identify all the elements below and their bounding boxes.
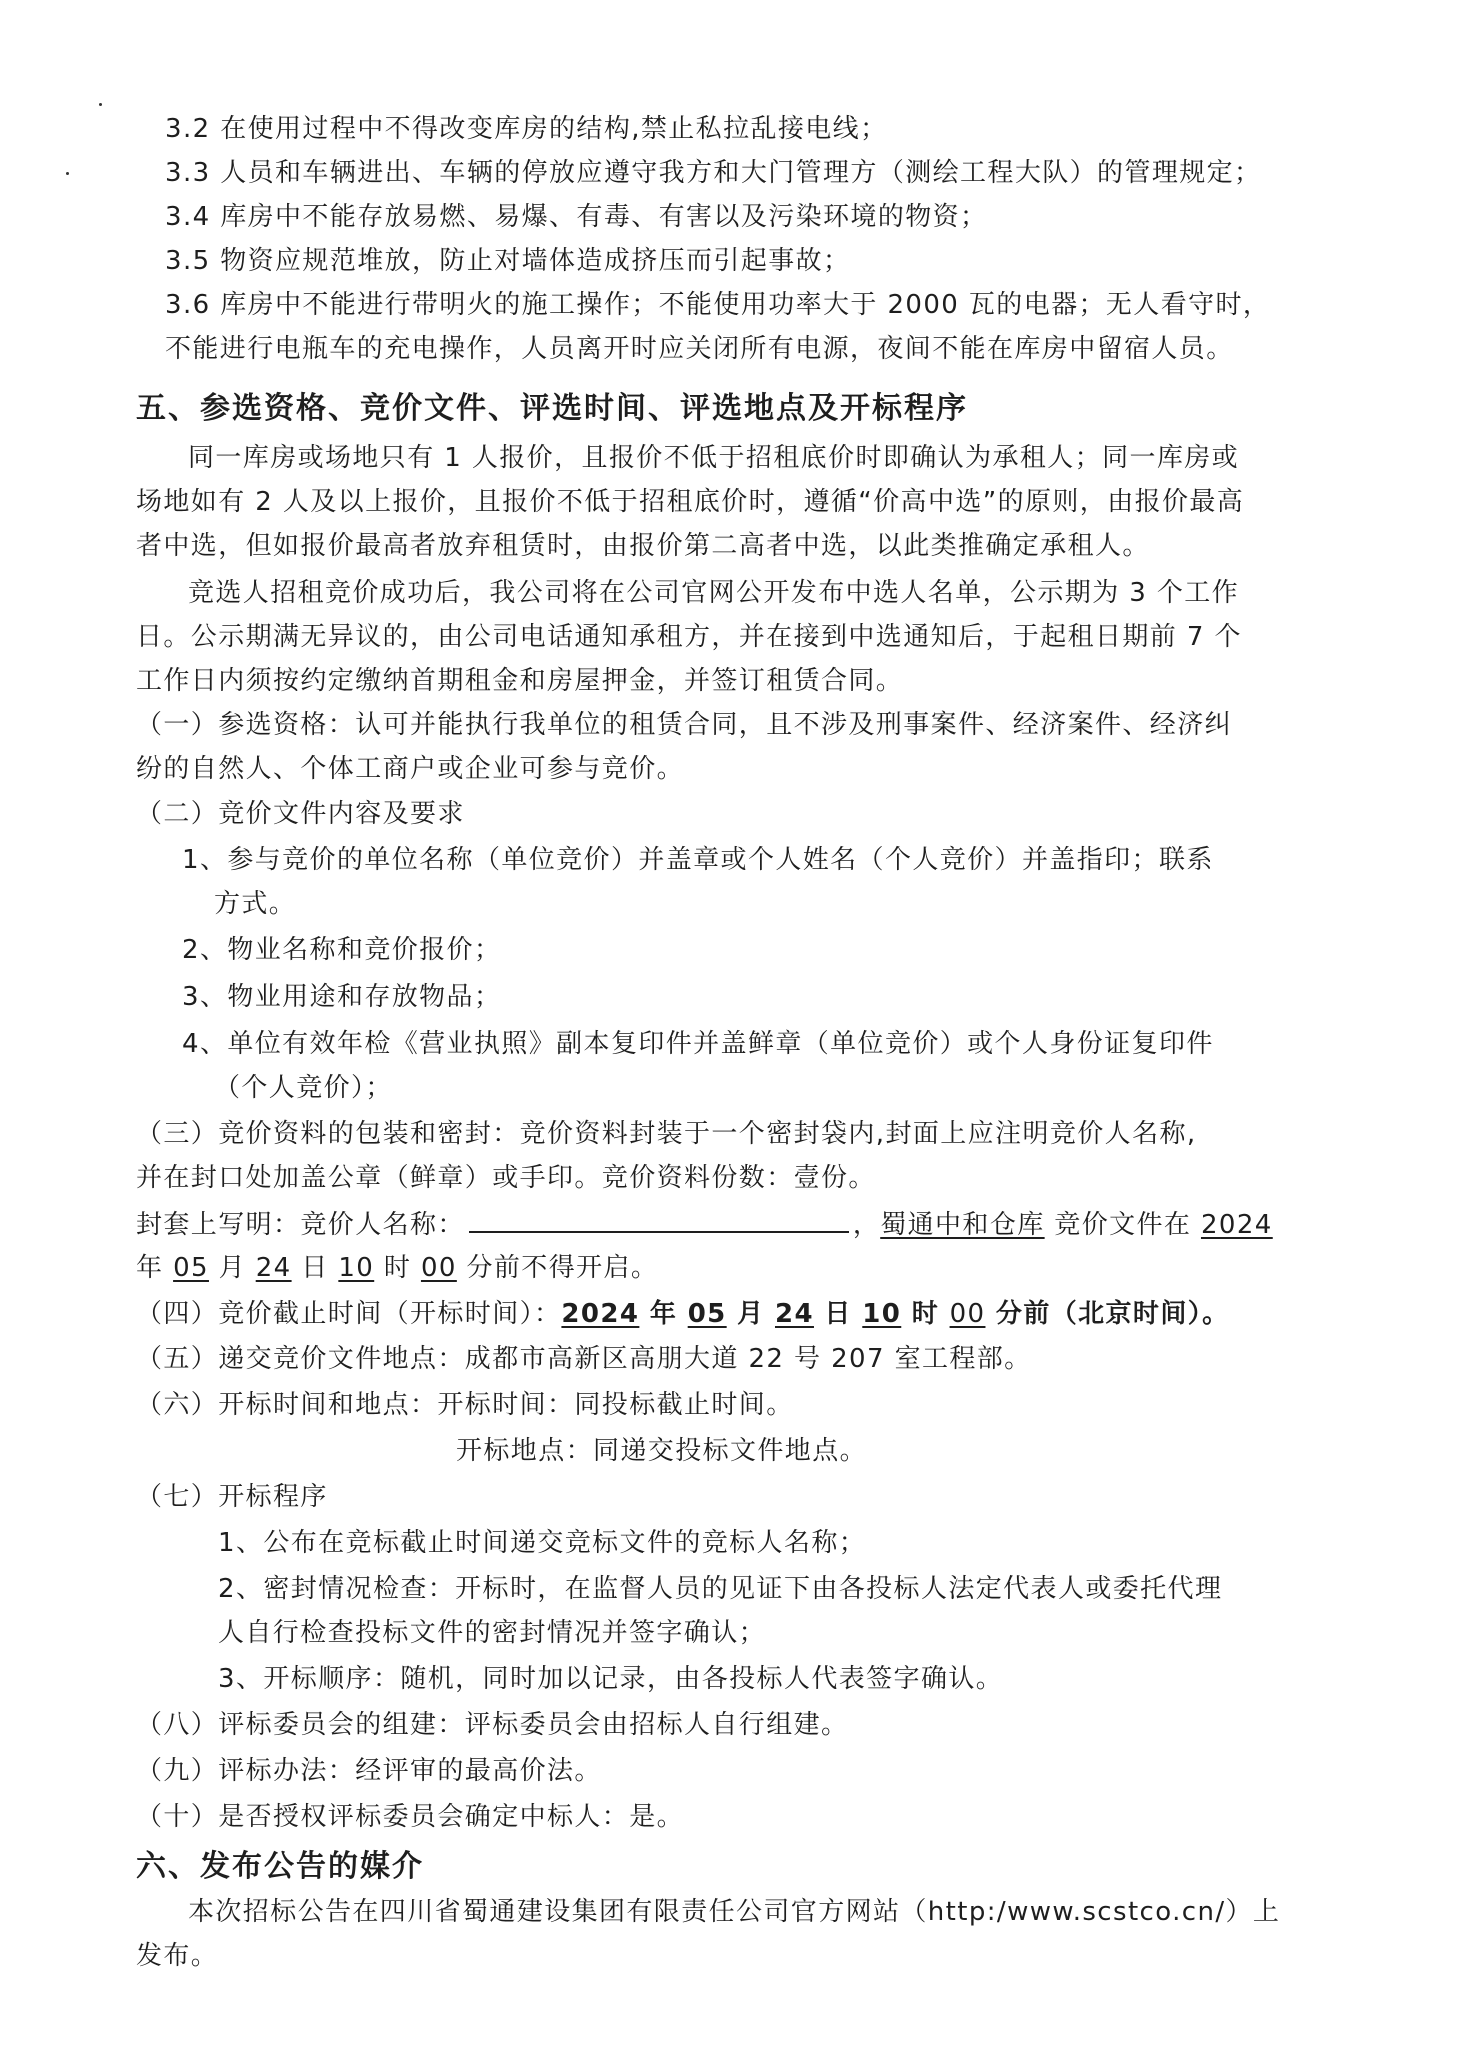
section-6-paragraph-line-1: 本次招标公告在四川省蜀通建设集团有限责任公司官方网站（http:/www.scstco.cn/）上 [188, 1897, 1281, 1927]
clause-3-6-line2: 不能进行电瓶车的充电操作，人员离开时应关闭所有电源，夜间不能在库房中留宿人员。 [165, 334, 1234, 364]
scan-speck [66, 172, 69, 175]
deadline-text-1: 年 [639, 1299, 688, 1329]
deadline-line [136, 1297, 1230, 1331]
envelope-month: 05 [173, 1253, 209, 1283]
envelope-text-year: 年 [136, 1253, 174, 1283]
section-5-paragraph-2-line-3: 工作日内须按约定缴纳首期租金和房屋押金，并签订租赁合同。 [136, 666, 904, 696]
qualification-line-2: 纷的自然人、个体工商户或企业可参与竞价。 [136, 754, 685, 784]
bid-documents-title: （二）竞价文件内容及要求 [136, 799, 465, 829]
section-5-paragraph-1-line-2: 场地如有 2 人及以上报价，且报价不低于招租底价时，遵循“价高中选”的原则，由报价最高 [136, 487, 1245, 517]
opening-time: （六）开标时间和地点：开标时间：同投标截止时间。 [136, 1390, 794, 1420]
section-5-paragraph-2-line-1: 竞选人招租竞价成功后，我公司将在公司官网公开发布中选人名单，公示期为 3 个工作 [188, 578, 1240, 608]
committee-formation: （八）评标委员会的组建：评标委员会由招标人自行组建。 [136, 1710, 849, 1740]
deadline-year: 2024 [561, 1299, 640, 1329]
envelope-mid: 竞价文件在 [1044, 1210, 1201, 1240]
deadline-text-4: 时 [901, 1299, 950, 1329]
opening-location: 开标地点：同递交投标文件地点。 [456, 1436, 868, 1466]
envelope-line-2 [136, 1251, 658, 1285]
bidder-name-blank [469, 1207, 849, 1233]
section-5-paragraph-1-line-3: 者中选，但如报价最高者放弃租赁时，由报价第二高者中选，以此类推确定承租人。 [136, 531, 1150, 561]
section-6-heading: 六、发布公告的媒介 [136, 1849, 424, 1884]
deadline-text-3: 日 [813, 1299, 863, 1329]
committee-authorization: （十）是否授权评标委员会确定中标人：是。 [136, 1802, 685, 1832]
deadline-text-2: 月 [726, 1299, 775, 1329]
deadline-month: 05 [687, 1299, 727, 1329]
clause-3-6-line1: 3.6 库房中不能进行带明火的施工操作；不能使用功率大于 2000 瓦的电器；无人看守时， [165, 290, 1271, 320]
section-6-paragraph-line-2: 发布。 [136, 1941, 219, 1971]
envelope-hour: 10 [338, 1253, 375, 1283]
scan-speck [99, 103, 102, 106]
envelope-text-month: 月 [208, 1253, 256, 1283]
bid-documents-item-4: 4、单位有效年检《营业执照》副本复印件并盖鲜章（单位竞价）或个人身份证复印件 [182, 1029, 1214, 1059]
clause-3-3: 3.3 人员和车辆进出、车辆的停放应遵守我方和大门管理方（测绘工程大队）的管理规定； [165, 158, 1262, 188]
envelope-sep: ， [852, 1210, 881, 1240]
submission-location: （五）递交竞价文件地点：成都市高新区高朋大道 22 号 207 室工程部。 [136, 1344, 1032, 1374]
bid-documents-item-4-cont: （个人竞价）； [214, 1073, 393, 1103]
bid-documents-item-1-cont: 方式。 [214, 889, 297, 919]
clause-3-2: 3.2 在使用过程中不得改变库房的结构,禁止私拉乱接电线； [165, 114, 888, 144]
deadline-minute: 00 [949, 1299, 986, 1329]
opening-procedure-item-2-cont: 人自行检查投标文件的密封情况并签字确认； [218, 1618, 767, 1648]
bid-documents-item-3: 3、物业用途和存放物品； [182, 982, 502, 1012]
envelope-text-hour: 时 [374, 1253, 421, 1283]
warehouse-name: 蜀通中和仓库 [880, 1210, 1045, 1240]
packaging-line-1: （三）竞价资料的包装和密封：竞价资料封装于一个密封袋内,封面上应注明竞价人名称, [136, 1119, 1197, 1149]
envelope-day: 24 [255, 1253, 292, 1283]
envelope-prefix: 封套上写明：竞价人名称： [136, 1210, 465, 1240]
opening-procedure-item-3: 3、开标顺序：随机，同时加以记录，由各投标人代表签字确认。 [218, 1664, 1004, 1694]
opening-procedure-title: （七）开标程序 [136, 1482, 328, 1512]
section-5-heading: 五、参选资格、竞价文件、评选时间、评选地点及开标程序 [136, 391, 968, 426]
envelope-year: 2024 [1200, 1210, 1273, 1240]
bid-documents-item-1: 1、参与竞价的单位名称（单位竞价）并盖章或个人姓名（个人竞价）并盖指印；联系 [182, 845, 1214, 875]
qualification-line-1: （一）参选资格：认可并能执行我单位的租赁合同，且不涉及刑事案件、经济案件、经济纠 [136, 710, 1233, 740]
packaging-line-2: 并在封口处加盖公章（鲜章）或手印。竞价资料份数：壹份。 [136, 1163, 876, 1193]
deadline-text-5: 分前（北京时间）。 [985, 1299, 1230, 1329]
envelope-text-end: 分前不得开启。 [456, 1253, 659, 1283]
clause-3-5: 3.5 物资应规范堆放，防止对墙体造成挤压而引起事故； [165, 246, 851, 276]
deadline-day: 24 [774, 1299, 814, 1329]
section-5-paragraph-1-line-1: 同一库房或场地只有 1 人报价，且报价不低于招租底价时即确认为承租人；同一库房或 [188, 443, 1240, 473]
deadline-label: （四）竞价截止时间（开标时间）： [136, 1299, 562, 1329]
opening-procedure-item-2: 2、密封情况检查：开标时，在监督人员的见证下由各投标人法定代表人或委托代理 [218, 1574, 1223, 1604]
envelope-line-1 [136, 1207, 1273, 1242]
evaluation-method: （九）评标办法：经评审的最高价法。 [136, 1756, 602, 1786]
deadline-hour: 10 [862, 1299, 902, 1329]
envelope-text-day: 日 [291, 1253, 339, 1283]
clause-3-4: 3.4 库房中不能存放易燃、易爆、有毒、有害以及污染环境的物资； [165, 202, 988, 232]
section-5-paragraph-2-line-2: 日。公示期满无异议的，由公司电话通知承租方，并在接到中选通知后，于起租日期前 7 个 [136, 622, 1242, 652]
envelope-minute: 00 [420, 1253, 457, 1283]
bid-documents-item-2: 2、物业名称和竞价报价； [182, 935, 502, 965]
opening-procedure-item-1: 1、公布在竞标截止时间递交竞标文件的竞标人名称； [218, 1528, 867, 1558]
